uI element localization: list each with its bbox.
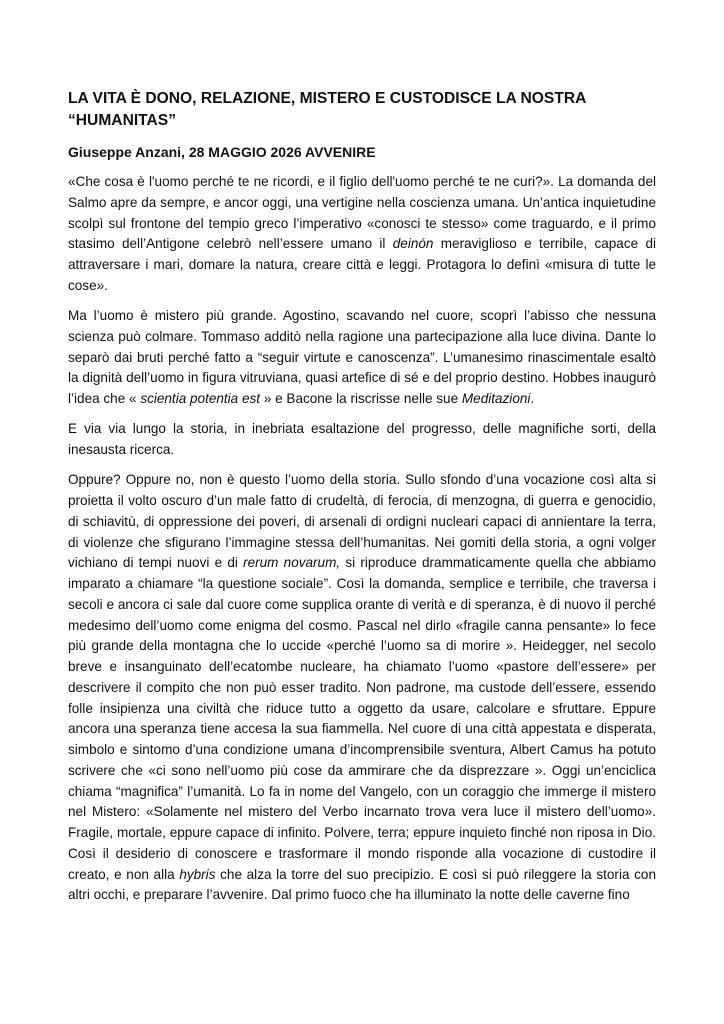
italic-text: Meditazioni xyxy=(461,391,531,406)
article-byline: Giuseppe Anzani, 28 MAGGIO 2026 AVVENIRE xyxy=(68,144,376,160)
paragraph-text: «Che cosa è l'uomo perché te ne ricordi, e il figlio dell'uomo perché te ne curi?». La domanda del Salmo apre da sempre, e ancor oggi, una vertigine nella coscienza umana. Un’antica inquietudine scolpì sul frontone del tempio greco l’imperativo «conosci te stesso» come traguardo, e il primo stasimo dell’Antigone celebrò nell’essere umano il xyxy=(68,174,656,252)
paragraph-text: che alza la torre del suo precipizio. E così si può rileggere la storia con altri occhi, e preparare l’avvenire. Dal primo fuoco che ha illuminato la notte delle caverne fino xyxy=(68,866,656,903)
article-title: LA VITA È DONO, RELAZIONE, MISTERO E CUSTODISCE LA NOSTRA “HUMANITAS” xyxy=(68,90,586,129)
paragraph-text: . xyxy=(530,391,535,406)
article-paragraph xyxy=(68,470,656,906)
article-paragraph xyxy=(68,172,656,297)
article-page xyxy=(68,88,656,916)
paragraph-text: Oppure? Oppure no, non è questo l’uomo della storia. Sullo sfondo d’una vocazione così alta si proietta il volto oscuro d’un male fatto di crudeltà, di ferocia, di menzogna, di guerra e genocidio, di schiavitù, di oppressione dei poveri, di arsenali di ordigni nucleari capaci di annientare la terra, di violenze che sfigurano l’immagine stessa dell’humanitas. Nei gomiti della storia, a ogni volger vichiano di tempi nuovi e di xyxy=(68,472,656,571)
article-paragraph xyxy=(68,306,656,410)
italic-text: rerum novarum, xyxy=(243,555,341,571)
paragraph-text: » e Bacone la riscrisse nelle sue xyxy=(260,391,462,406)
italic-text: deinón xyxy=(392,236,434,252)
paragraph-text: si riproduce drammaticamente quella che abbiamo imparato a chiamare “la questione sociale”. Così la domanda, semplice e terribile, che traversa i secoli e ancora ci sale dal cuore come supplica orante di verità e di speranza, è di nuovo il perché medesimo dell’uomo come enigma del cosmo. Pascal nel dirlo «fragile canna pensante» lo fece più grande della montagna che lo uccide «perché l’uomo sa di morire ». Heidegger, nel secolo breve e insanguinato dell’ecatombe nucleare, ha chiamato l’uomo «pastore dell’essere» per descrivere il compito che non può esser tradito. Non padrone, ma custode dell’essere, essendo folle insipienza una civiltà che riduce tutto a oggetto da usare, calcolare e sfruttare. Eppure ancora una speranza tiene accesa la sua fiammella. Nel cuore di una città appestata e disperata, simbolo e sintomo d’una condizione umana d’incomprensibile sventura, Albert Camus ha potuto scrivere che «ci sono nell’uomo più cose da ammirare che da disprezzare ». Oggi un’enciclica chiama “magnifica” l’umanità. Lo fa in nome del Vangelo, con un coraggio che immerge il mistero nel Mistero: «Solamente nel mistero del Verbo incarnato trova vera luce il mistero dell’uomo». Fragile, mortale, eppure capace di infinito. Polvere, terra; eppure inquieto finché non riposa in Dio. Così il desiderio di conoscere e trasformare il mondo risponde alla vocazione di custodire il creato, e non alla xyxy=(68,555,657,882)
italic-text: scientia potentia est xyxy=(140,391,261,406)
paragraph-text: E via via lungo la storia, in inebriata esaltazione del progresso, delle magnifiche sorti, della inesausta ricerca. xyxy=(68,421,656,457)
paragraph-text: meraviglioso e terribile, capace di attraversare i mari, domare la natura, creare città e leggi. Protagora lo definì «misura di tutte le cose». xyxy=(68,236,656,293)
article-body xyxy=(68,172,656,906)
article-paragraph xyxy=(68,419,656,461)
italic-text: hybris xyxy=(179,866,216,882)
paragraph-text: Ma l’uomo è mistero più grande. Agostino, scavando nel cuore, scoprì l’abisso che nessuna scienza può colmare. Tommaso additò nella ragione una partecipazione alla luce divina. Dante lo separò dai bruti perché fatto a “seguir virtute e canoscenza”. L’umanesimo rinascimentale esaltò la dignità dell’uomo in figura vitruviana, quasi artefice di sé e del proprio destino. Hobbes inaugurò l’idea che « xyxy=(68,308,656,406)
